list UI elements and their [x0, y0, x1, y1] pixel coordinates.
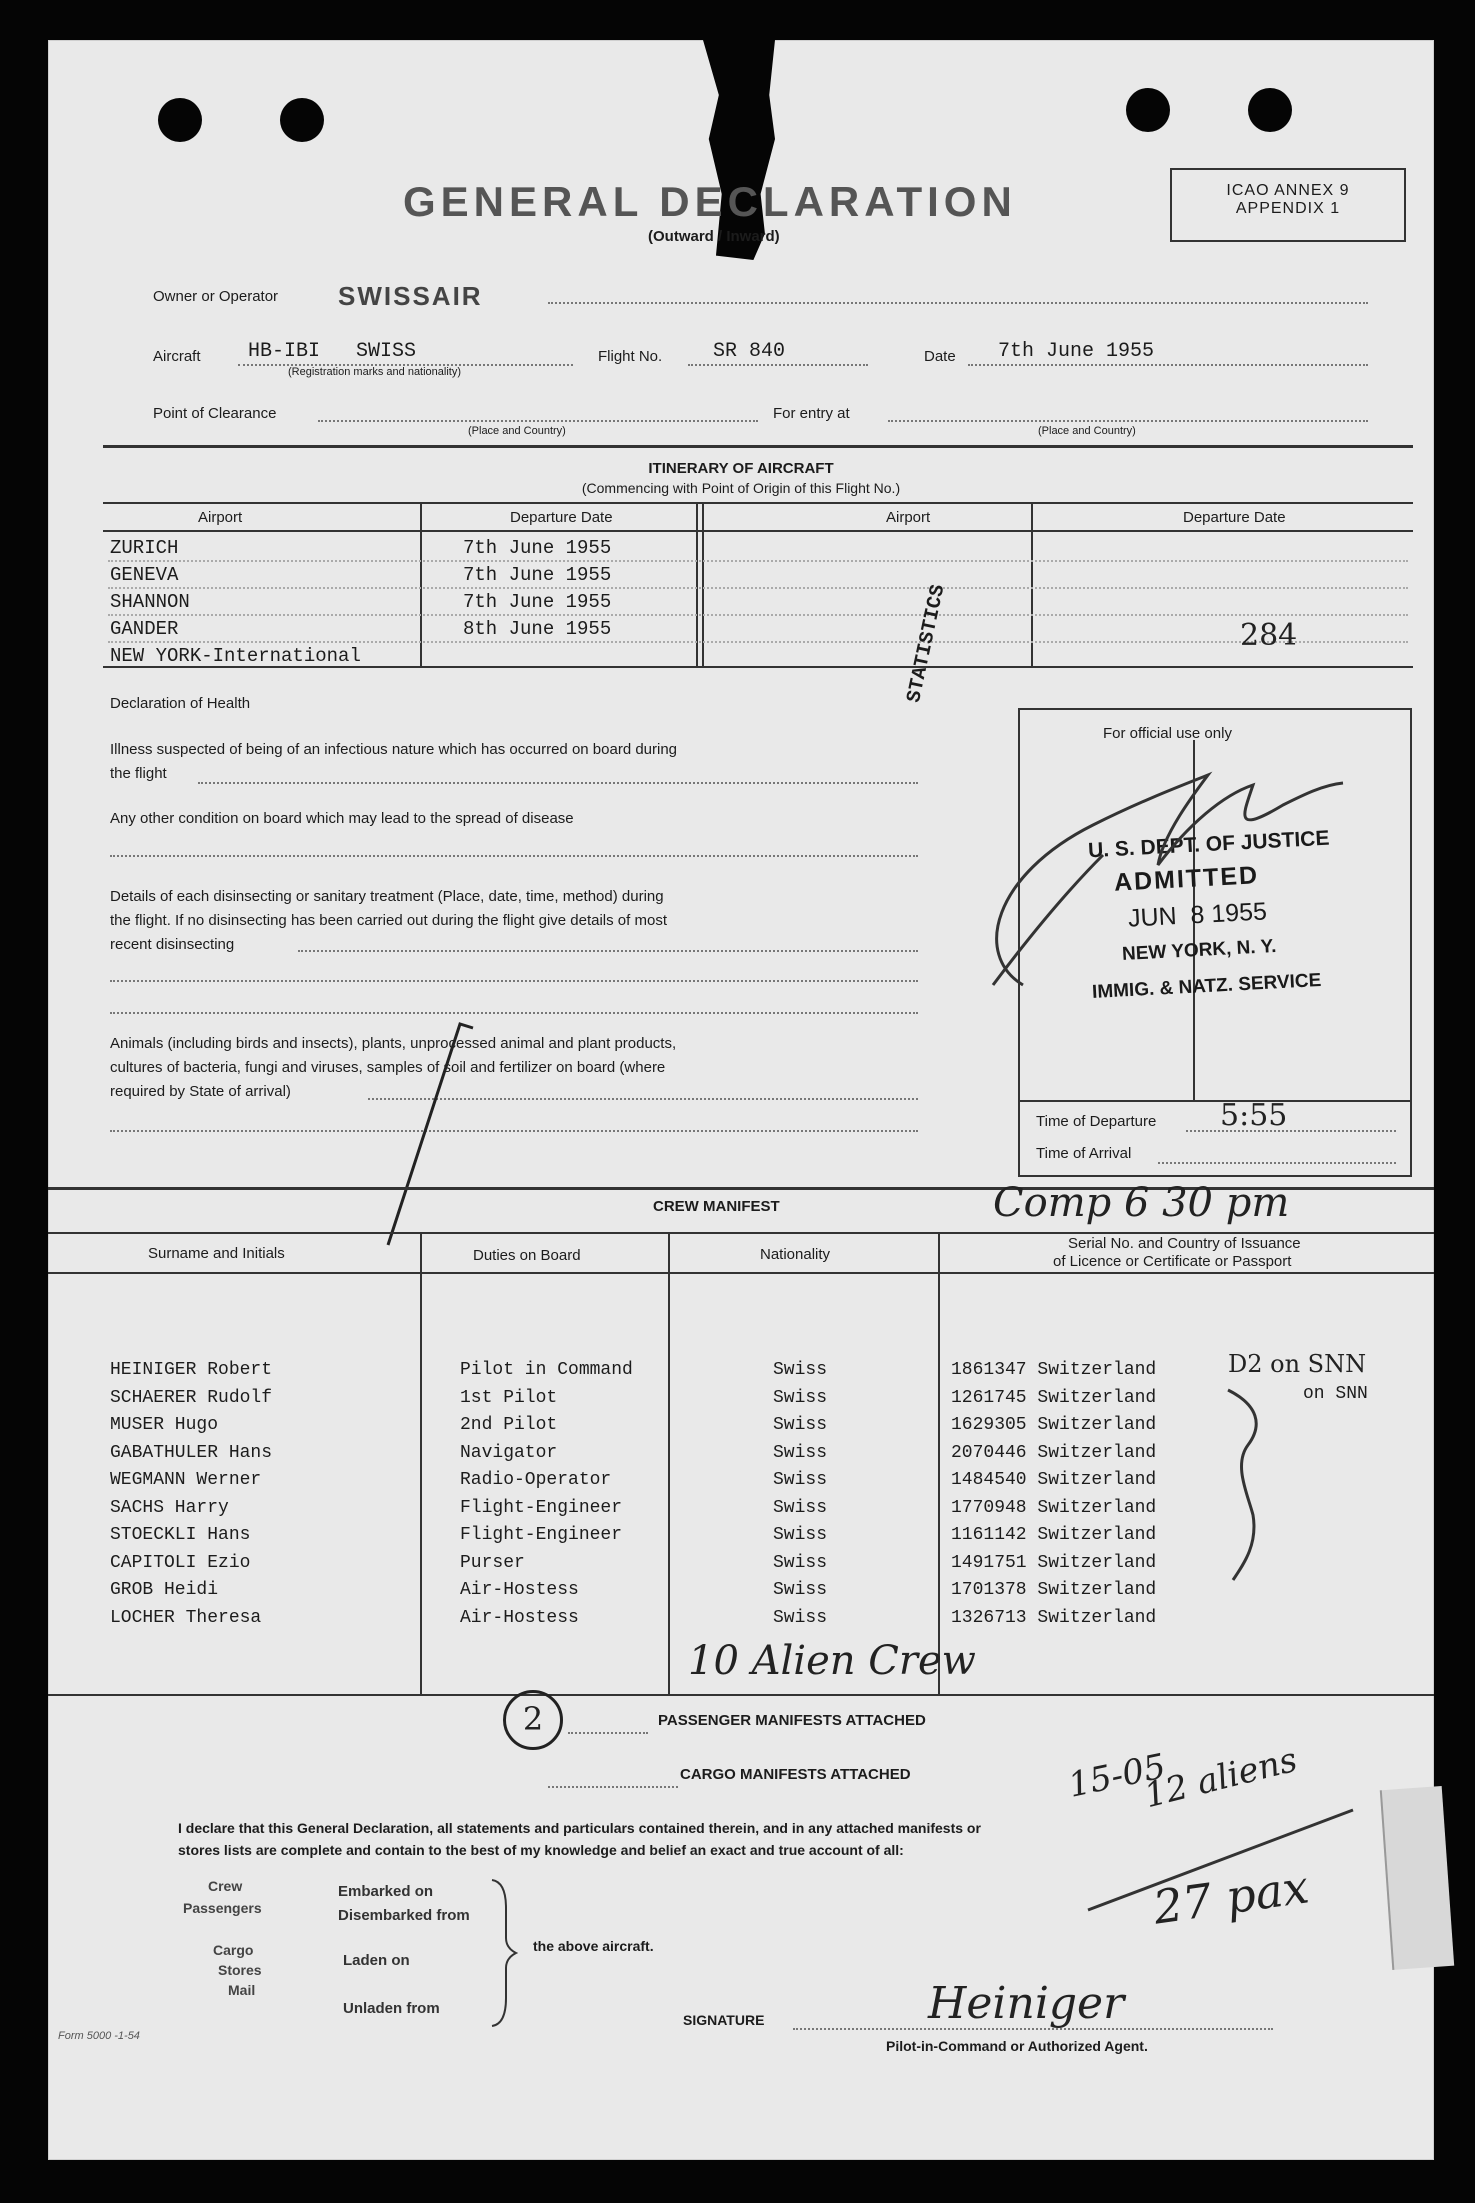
crew-title: CREW MANIFEST — [653, 1198, 780, 1215]
itinerary-airports — [110, 535, 361, 670]
crew-duty-10: Air-Hostess — [460, 1607, 579, 1628]
crew-duty-5: Radio-Operator — [460, 1470, 612, 1490]
crew-name-1: HEINIGER Robert — [110, 1360, 273, 1380]
entry-dots — [888, 420, 1368, 422]
entry-caption: (Place and Country) — [1038, 425, 1136, 437]
crew-duty-2: 1st Pilot — [460, 1387, 558, 1408]
declaration-disembarked: Disembarked from — [338, 1907, 470, 1924]
crew-name-7: STOECKLI Hans — [110, 1525, 251, 1545]
health-q3 — [110, 885, 930, 957]
declaration-cargo: Cargo — [213, 1942, 254, 1958]
declaration-crew: Crew — [208, 1878, 243, 1894]
crew-serial-9: 1701378 Switzerland — [951, 1580, 1157, 1600]
official-hline — [1018, 1100, 1410, 1102]
flight-dots — [688, 364, 868, 366]
owner-value: SWISSAIR — [338, 281, 483, 311]
arrival-time-label: Time of Arrival — [1036, 1145, 1132, 1162]
arrival-time-dots — [1158, 1162, 1396, 1164]
cargo-dots — [548, 1786, 678, 1788]
crew-duty-4: Navigator — [460, 1442, 558, 1463]
clearance-label: Point of Clearance — [153, 405, 277, 422]
itin-date-4: 8th June 1955 — [463, 618, 612, 640]
itin-row-dots-1 — [108, 560, 1408, 562]
health-q3-line-2: the flight. If no disinsecting has been carried out during the flight give details of most — [110, 912, 667, 929]
passenger-count-circle — [503, 1690, 563, 1750]
icao-line-2: APPENDIX 1 — [1235, 200, 1341, 217]
crew-nat-2: Swiss — [773, 1387, 828, 1408]
crew-handwritten-note: Comp 6 30 pm — [993, 1180, 1290, 1226]
declaration-mail: Mail — [228, 1982, 256, 1998]
crew-duty-3: 2nd Pilot — [460, 1415, 558, 1435]
hand-note-2: 12 aliens — [1140, 1739, 1302, 1817]
passenger-dots — [568, 1732, 648, 1734]
crew-names — [110, 1357, 272, 1632]
crew-nat-8: Swiss — [773, 1552, 828, 1573]
punch-hole-right-1 — [1126, 88, 1170, 132]
crew-duty-8: Purser — [460, 1552, 525, 1573]
stamp-line-5: IMMIG. & NATZ. SERVICE — [1091, 970, 1322, 1003]
attached-slip — [1380, 1786, 1454, 1970]
crew-header-top — [48, 1232, 1434, 1234]
statistics-stamp: STATISTICS — [903, 582, 951, 705]
page-title: GENERAL DECLARATION — [403, 178, 1017, 225]
clearance-caption: (Place and Country) — [468, 425, 566, 437]
crew-serial-1: 1861347 Switzerland — [951, 1360, 1157, 1380]
passenger-manifests-label: PASSENGER MANIFESTS ATTACHED — [658, 1712, 926, 1729]
itinerary-dates — [463, 535, 611, 643]
owner-label: Owner or Operator — [153, 288, 279, 305]
alien-crew-note: 10 Alien Crew — [688, 1638, 976, 1684]
crew-col-serial-2: of Licence or Certificate or Passport — [1053, 1253, 1292, 1270]
stamp-line-1: U. S. DEPT. OF JUSTICE — [1087, 826, 1330, 863]
declaration-passengers: Passengers — [183, 1900, 262, 1916]
signature-label: SIGNATURE — [683, 2012, 765, 2028]
itin-airport-3: SHANNON — [110, 591, 190, 613]
crew-vline-3 — [938, 1232, 940, 1694]
crew-nationalities — [773, 1357, 827, 1632]
aircraft-caption: (Registration marks and nationality) — [288, 366, 462, 378]
declaration-laden-on: Laden on — [343, 1952, 410, 1969]
health-q4 — [110, 1032, 940, 1104]
punch-hole-right-2 — [1248, 88, 1292, 132]
itin-airport-1: ZURICH — [110, 537, 179, 559]
clearance-dots — [318, 420, 758, 422]
flight-label: Flight No. — [598, 348, 663, 365]
crew-col-name: Surname and Initials — [148, 1245, 285, 1262]
itin-row-dots-4 — [108, 641, 1408, 643]
crew-nat-4: Swiss — [773, 1442, 828, 1463]
declaration-embarked: Embarked on — [338, 1883, 434, 1900]
itin-col-airport-1: Airport — [198, 509, 243, 526]
entry-label: For entry at — [773, 405, 850, 422]
declaration-brace — [488, 1878, 518, 2028]
itin-col-departure-2: Departure Date — [1183, 509, 1286, 526]
itinerary-title: ITINERARY OF AIRCRAFT — [648, 460, 834, 477]
departure-time-value: 5:55 — [1220, 1098, 1288, 1133]
declaration-line-1: I declare that this General Declaration, all statements and particulars contained therein, and in any attached manifests or — [178, 1820, 981, 1836]
health-q1-line-2: the flight — [110, 765, 167, 782]
declaration-stores: Stores — [218, 1962, 262, 1978]
crew-side-note-2: on SNN — [1303, 1384, 1368, 1404]
health-q4-dots-2 — [110, 1130, 918, 1132]
passenger-count: 2 — [522, 1700, 544, 1738]
divider-itinerary — [103, 445, 1413, 448]
punch-hole-left-2 — [280, 98, 324, 142]
health-q1-line-1: Illness suspected of being of an infectious nature which has occurred on board during — [110, 741, 678, 758]
crew-serial-5: 1484540 Switzerland — [951, 1470, 1157, 1490]
itin-date-3: 7th June 1955 — [463, 591, 612, 613]
crew-nat-7: Swiss — [773, 1525, 828, 1545]
stamp-line-2: ADMITTED — [1113, 861, 1260, 897]
crew-serials — [951, 1357, 1156, 1632]
health-q4-line-3: required by State of arrival) — [110, 1083, 291, 1100]
health-title: Declaration of Health — [110, 695, 251, 712]
health-q3-dots-2 — [110, 980, 918, 982]
crew-duty-1: Pilot in Command — [460, 1360, 633, 1380]
pen-stroke-health — [368, 1020, 478, 1260]
flight-value: SR 840 — [713, 340, 786, 363]
aircraft-label: Aircraft — [153, 348, 201, 365]
itin-col-airport-2: Airport — [886, 509, 931, 526]
official-title: For official use only — [1103, 725, 1232, 742]
stamp-line-4: NEW YORK, N. Y. — [1121, 935, 1277, 966]
crew-bottom — [48, 1694, 1434, 1696]
health-q3-dots-1 — [298, 950, 918, 952]
page-subtitle: (Outward / Inward) — [648, 228, 780, 245]
crew-duty-7: Flight-Engineer — [460, 1525, 623, 1545]
handwritten-284: 284 — [1240, 618, 1298, 653]
crew-name-9: GROB Heidi — [110, 1580, 219, 1600]
crew-duties — [460, 1357, 633, 1632]
declaration-above-aircraft: the above aircraft. — [533, 1938, 654, 1954]
hand-note-3: 27 pax — [1150, 1859, 1312, 1935]
declaration-crew-passengers — [183, 1875, 262, 1919]
icao-line-1: ICAO ANNEX 9 — [1226, 182, 1350, 199]
health-q1-dots — [198, 782, 918, 784]
health-q4-line-2: cultures of bacteria, fungi and viruses, samples of soil and fertilizer on board (where — [110, 1059, 666, 1076]
stamp-line-3: JUN 8 1955 — [1127, 897, 1268, 933]
itin-airport-4: GANDER — [110, 618, 179, 640]
owner-dots — [548, 302, 1368, 304]
punch-hole-left-1 — [158, 98, 202, 142]
crew-bracket-scribble — [1218, 1385, 1278, 1585]
form-number: Form 5000 -1-54 — [58, 2030, 140, 2042]
itin-airport-2: GENEVA — [110, 564, 179, 586]
crew-serial-10: 1326713 Switzerland — [951, 1607, 1157, 1628]
itin-row-dots-3 — [108, 614, 1408, 616]
date-label: Date — [924, 348, 956, 365]
icao-box — [1170, 168, 1406, 242]
cargo-manifests-label: CARGO MANIFESTS ATTACHED — [680, 1766, 911, 1783]
itinerary-header-bottom — [103, 530, 1413, 532]
signature-caption: Pilot-in-Command or Authorized Agent. — [886, 2038, 1148, 2054]
crew-name-4: GABATHULER Hans — [110, 1442, 273, 1463]
crew-col-serial-1: Serial No. and Country of Issuance — [1068, 1235, 1301, 1252]
crew-name-5: WEGMANN Werner — [110, 1470, 262, 1490]
crew-nat-3: Swiss — [773, 1415, 828, 1435]
health-q1 — [110, 738, 930, 786]
crew-name-3: MUSER Hugo — [110, 1415, 219, 1435]
itin-col-departure-1: Departure Date — [510, 509, 613, 526]
declaration-unladen-from: Unladen from — [343, 2000, 440, 2017]
declaration-embark — [338, 1880, 470, 1928]
signature-value: Heiniger — [928, 1978, 1125, 2029]
itinerary-header-top — [103, 502, 1413, 504]
itin-date-1: 7th June 1955 — [463, 537, 612, 559]
aircraft-value: HB-IBI SWISS — [248, 340, 417, 363]
hand-note-stroke — [1083, 1800, 1363, 1920]
crew-nat-5: Swiss — [773, 1470, 828, 1490]
crew-serial-3: 1629305 Switzerland — [951, 1415, 1157, 1435]
health-q2: Any other condition on board which may lead to the spread of disease — [110, 810, 574, 827]
health-q3-line-3: recent disinsecting — [110, 936, 235, 953]
crew-serial-7: 1161142 Switzerland — [951, 1525, 1157, 1545]
itin-date-2: 7th June 1955 — [463, 564, 612, 586]
crew-col-duties: Duties on Board — [473, 1247, 581, 1264]
declaration-cargo-block — [203, 1940, 262, 2000]
date-dots — [968, 364, 1368, 366]
health-q4-line-1: Animals (including birds and insects), plants, unprocessed animal and plant products, — [110, 1035, 677, 1052]
crew-name-8: CAPITOLI Ezio — [110, 1552, 251, 1573]
crew-name-6: SACHS Harry — [110, 1497, 229, 1518]
crew-nat-9: Swiss — [773, 1580, 828, 1600]
health-q3-dots-3 — [110, 1012, 918, 1014]
declaration-line-2: stores lists are complete and contain to the best of my knowledge and belief an exact and true account of all: — [178, 1842, 904, 1858]
crew-serial-4: 2070446 Switzerland — [951, 1442, 1157, 1463]
crew-nat-6: Swiss — [773, 1497, 828, 1518]
paper-tear — [703, 40, 775, 260]
crew-vline-2 — [668, 1232, 670, 1694]
crew-name-2: SCHAERER Rudolf — [110, 1387, 273, 1408]
crew-nat-1: Swiss — [773, 1360, 828, 1380]
departure-time-dots — [1186, 1130, 1396, 1132]
hand-note-1: 15-05 — [1064, 1746, 1170, 1806]
departure-time-label: Time of Departure — [1036, 1113, 1157, 1130]
crew-duty-9: Air-Hostess — [460, 1580, 579, 1600]
crew-side-note-1: D2 on SNN — [1228, 1350, 1367, 1378]
date-value: 7th June 1955 — [998, 340, 1155, 363]
itin-row-dots-2 — [108, 587, 1408, 589]
crew-serial-8: 1491751 Switzerland — [951, 1552, 1157, 1573]
crew-col-nationality: Nationality — [760, 1246, 831, 1263]
health-q2-dots — [110, 855, 918, 857]
crew-header-bottom — [48, 1272, 1434, 1274]
crew-serial-2: 1261745 Switzerland — [951, 1387, 1157, 1408]
crew-name-10: LOCHER Theresa — [110, 1607, 262, 1628]
crew-vline-1 — [420, 1232, 422, 1694]
itin-airport-5: NEW YORK-International — [110, 645, 361, 667]
declaration-page — [48, 40, 1434, 2160]
health-q3-line-1: Details of each disinsecting or sanitary treatment (Place, date, time, method) during — [110, 888, 664, 905]
official-signature-scribble — [953, 755, 1353, 995]
crew-duty-6: Flight-Engineer — [460, 1497, 623, 1518]
itinerary-subtitle: (Commencing with Point of Origin of this Flight No.) — [581, 480, 901, 496]
crew-serial-6: 1770948 Switzerland — [951, 1497, 1157, 1518]
crew-nat-10: Swiss — [773, 1607, 828, 1628]
